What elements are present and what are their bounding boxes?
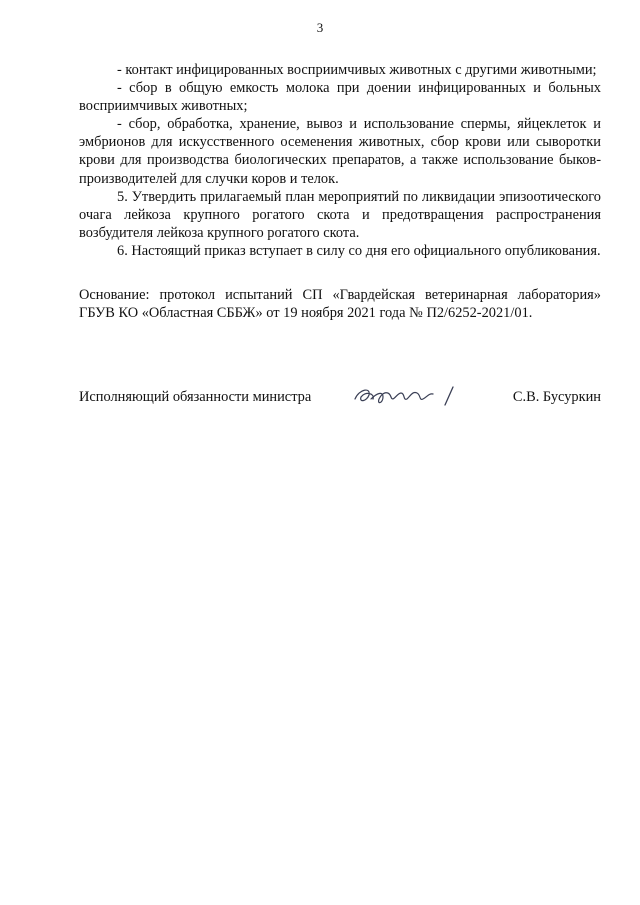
- basis-note: Основание: протокол испытаний СП «Гвардейская ветеринарная лаборатория» ГБУВ КО «Областная СББЖ» от 19 ноября 2021 года № П2/6252-2021/01.: [79, 287, 601, 322]
- paragraph-item-6: 6. Настоящий приказ вступает в силу со дня его официального опубликования.: [117, 242, 601, 259]
- signatory-name: С.В. Бусуркин: [512, 389, 601, 405]
- signatory-title: Исполняющий обязанности министра: [79, 389, 312, 405]
- paragraph-milk-collection: - сбор в общую емкость молока при доении инфицированных и больных восприимчивых животных;: [79, 80, 601, 115]
- paragraph-sperm-handling: - сбор, обработка, хранение, вывоз и использование спермы, яйцеклеток и эмбрионов для искусственного осеменения животных, сбор крови или сыворотки крови для производства биологических препаратов, а также использование быков-производителей для случки коров и телок.: [79, 116, 601, 187]
- handwritten-signature: [349, 379, 459, 413]
- paragraph-contact: - контакт инфицированных восприимчивых животных с другими животными;: [117, 62, 597, 78]
- paragraph-item-5: 5. Утвердить прилагаемый план мероприятий по ликвидации эпизоотического очага лейкоза крупного рогатого скота и предотвращения распространения возбудителя лейкоза крупного рогатого скота.: [79, 188, 601, 241]
- document-body: [79, 61, 601, 322]
- signature-block: [79, 385, 601, 407]
- page-number: 3: [316, 20, 324, 35]
